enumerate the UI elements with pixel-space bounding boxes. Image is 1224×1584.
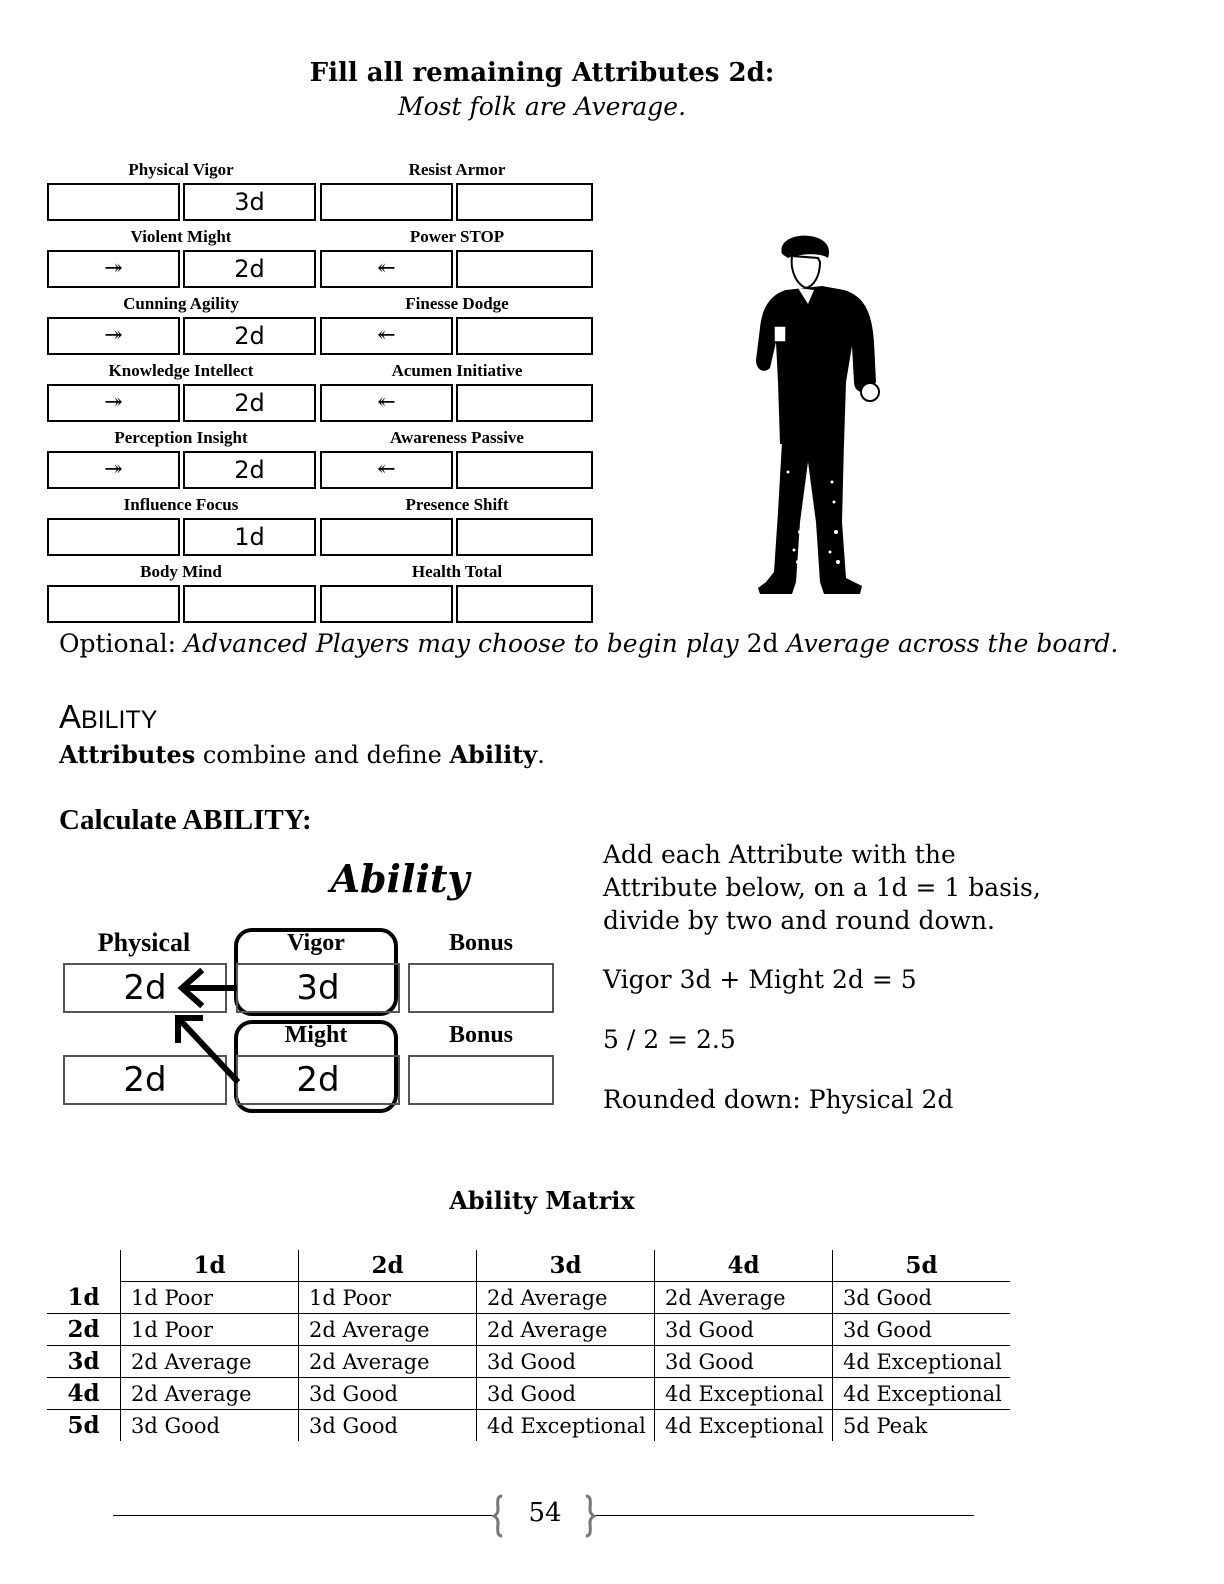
arrow-right-icon[interactable]: ↠	[47, 384, 180, 422]
attr-label-right: Health Total	[411, 562, 503, 581]
attr-label-left: Knowledge Intellect	[108, 361, 254, 380]
matrix-cell: 3d Good	[833, 1282, 1011, 1314]
intro-end: .	[537, 741, 545, 769]
matrix-row-header: 2d	[47, 1314, 121, 1346]
attr-box[interactable]	[456, 317, 593, 355]
explain-line: Add each Attribute with the	[603, 840, 956, 869]
matrix-cell: 5d Peak	[833, 1410, 1011, 1442]
attr-label-right: Presence Shift	[405, 495, 509, 514]
arrow-right-icon[interactable]: ↠	[47, 250, 180, 288]
optional-italic-2: Average across the board.	[778, 629, 1119, 658]
attr-label-left: Body Mind	[140, 562, 222, 581]
might-value-box[interactable]: 2d	[236, 1055, 400, 1105]
attr-label-right: Awareness Passive	[390, 428, 524, 447]
matrix-cell: 2d Average	[299, 1346, 477, 1378]
optional-italic-1: Advanced Players may choose to begin play	[183, 629, 747, 658]
vigor-label: Vigor	[287, 930, 345, 956]
vigor-value-box[interactable]: 3d	[236, 963, 400, 1013]
matrix-col-header: 3d	[477, 1250, 655, 1282]
attr-box[interactable]	[456, 585, 593, 623]
matrix-cell: 1d Poor	[299, 1282, 477, 1314]
attr-value-box[interactable]: 2d	[183, 384, 316, 422]
page-title: Fill all remaining Attributes 2d:	[309, 58, 775, 88]
optional-plain: 2d	[746, 629, 779, 658]
matrix-cell: 3d Good	[833, 1314, 1011, 1346]
matrix-cell: 2d Average	[121, 1378, 299, 1410]
attr-value-box[interactable]: 1d	[183, 518, 316, 556]
matrix-cell: 2d Average	[655, 1282, 833, 1314]
optional-prefix: Optional:	[59, 629, 184, 658]
matrix-cell: 4d Exceptional	[655, 1410, 833, 1442]
attr-label-left: Perception Insight	[114, 428, 248, 447]
matrix-col-header: 1d	[121, 1250, 299, 1282]
explain-line: Attribute below, on a 1d = 1 basis,	[603, 873, 1041, 902]
example-division: 5 / 2 = 2.5	[603, 1025, 736, 1054]
attr-label-right: Power STOP	[409, 227, 505, 246]
arrow-right-icon[interactable]: ↠	[47, 317, 180, 355]
attr-box[interactable]	[320, 518, 453, 556]
attr-value-box[interactable]: 3d	[183, 183, 316, 221]
matrix-row-header: 1d	[47, 1282, 121, 1314]
matrix-cell: 1d Poor	[121, 1314, 299, 1346]
matrix-cell: 2d Average	[477, 1282, 655, 1314]
figure-title: Ability	[330, 856, 470, 901]
lower-left-box[interactable]: 2d	[63, 1055, 227, 1105]
footer-rule-right	[594, 1515, 974, 1516]
attr-label-left: Cunning Agility	[123, 294, 239, 313]
matrix-row	[47, 1378, 1010, 1410]
matrix-cell: 3d Good	[655, 1314, 833, 1346]
matrix-row-header: 4d	[47, 1378, 121, 1410]
matrix-col-header: 5d	[833, 1250, 1011, 1282]
optional-note	[59, 629, 1118, 658]
matrix-corner	[47, 1250, 121, 1282]
matrix-row	[47, 1410, 1010, 1442]
matrix-cell: 2d Average	[121, 1346, 299, 1378]
attr-box[interactable]	[320, 183, 453, 221]
attr-value-box[interactable]: 2d	[183, 451, 316, 489]
heading-initial: A	[59, 698, 82, 735]
matrix-cell: 4d Exceptional	[833, 1346, 1011, 1378]
page-number: 54	[528, 1498, 562, 1528]
arrow-left-icon[interactable]: ↞	[320, 451, 453, 489]
matrix-cell: 3d Good	[299, 1410, 477, 1442]
attr-value-box[interactable]	[183, 585, 316, 623]
explain-line: divide by two and round down.	[603, 906, 995, 935]
ability-matrix	[47, 1250, 1010, 1441]
attr-box[interactable]	[47, 585, 180, 623]
attr-value-box[interactable]: 2d	[183, 317, 316, 355]
matrix-cell: 4d Exceptional	[477, 1410, 655, 1442]
matrix-cell: 3d Good	[477, 1378, 655, 1410]
matrix-col-header: 2d	[299, 1250, 477, 1282]
page-subtitle: Most folk are Average.	[397, 92, 687, 121]
matrix-cell: 2d Average	[299, 1314, 477, 1346]
attr-box[interactable]	[456, 183, 593, 221]
calc-title: Calculate ABILITY:	[59, 804, 312, 836]
bonus-label: Bonus	[448, 930, 514, 956]
bonus-box[interactable]	[408, 1055, 554, 1105]
attr-label-right: Resist Armor	[408, 160, 506, 179]
matrix-row	[47, 1346, 1010, 1378]
example-result: Rounded down: Physical 2d	[603, 1085, 954, 1114]
intro-mid: combine and define	[195, 741, 450, 769]
matrix-cell: 4d Exceptional	[833, 1378, 1011, 1410]
matrix-row-header: 5d	[47, 1410, 121, 1442]
example-sum: Vigor 3d + Might 2d = 5	[603, 965, 917, 994]
might-label: Might	[284, 1022, 348, 1048]
attr-label-left: Influence Focus	[123, 495, 239, 514]
attr-box[interactable]	[456, 250, 593, 288]
intro-bold-2: Ability	[449, 740, 538, 769]
matrix-col-header: 4d	[655, 1250, 833, 1282]
attr-box[interactable]	[47, 183, 180, 221]
attr-label-left: Physical Vigor	[128, 160, 234, 179]
attr-box[interactable]	[47, 518, 180, 556]
attr-label-right: Finesse Dodge	[405, 294, 509, 313]
attr-value-box[interactable]: 2d	[183, 250, 316, 288]
explanation-block	[603, 838, 1041, 937]
section-heading	[59, 698, 157, 736]
matrix-cell: 1d Poor	[121, 1282, 299, 1314]
ability-intro	[59, 740, 545, 769]
matrix-cell: 3d Good	[299, 1378, 477, 1410]
footer-rule-left	[113, 1515, 493, 1516]
matrix-row	[47, 1282, 1010, 1314]
matrix-cell: 3d Good	[477, 1346, 655, 1378]
arrow-left-icon[interactable]: ↞	[320, 317, 453, 355]
physical-label: Physical	[97, 928, 191, 957]
bonus-box[interactable]	[408, 963, 554, 1013]
matrix-title: Ability Matrix	[449, 1186, 635, 1215]
standing-man-illustration	[748, 232, 888, 604]
attr-box[interactable]	[456, 451, 593, 489]
matrix-row-header: 3d	[47, 1346, 121, 1378]
arrow-right-icon[interactable]: ↠	[47, 451, 180, 489]
arrow-left-icon	[170, 966, 240, 1086]
matrix-cell: 3d Good	[655, 1346, 833, 1378]
arrow-left-icon[interactable]: ↞	[320, 384, 453, 422]
arrow-left-icon[interactable]: ↞	[320, 250, 453, 288]
attr-label-right: Acumen Initiative	[391, 361, 523, 380]
attr-box[interactable]	[320, 585, 453, 623]
attr-box[interactable]	[456, 384, 593, 422]
matrix-cell: 4d Exceptional	[655, 1378, 833, 1410]
matrix-cell: 2d Average	[477, 1314, 655, 1346]
bonus-label: Bonus	[448, 1022, 514, 1048]
matrix-cell: 3d Good	[121, 1410, 299, 1442]
attr-label-left: Violent Might	[130, 227, 232, 246]
heading-rest: BILITY	[81, 706, 158, 734]
matrix-row	[47, 1314, 1010, 1346]
intro-bold-1: Attributes	[59, 740, 196, 769]
physical-value-box[interactable]: 2d	[63, 963, 227, 1013]
attr-box[interactable]	[456, 518, 593, 556]
